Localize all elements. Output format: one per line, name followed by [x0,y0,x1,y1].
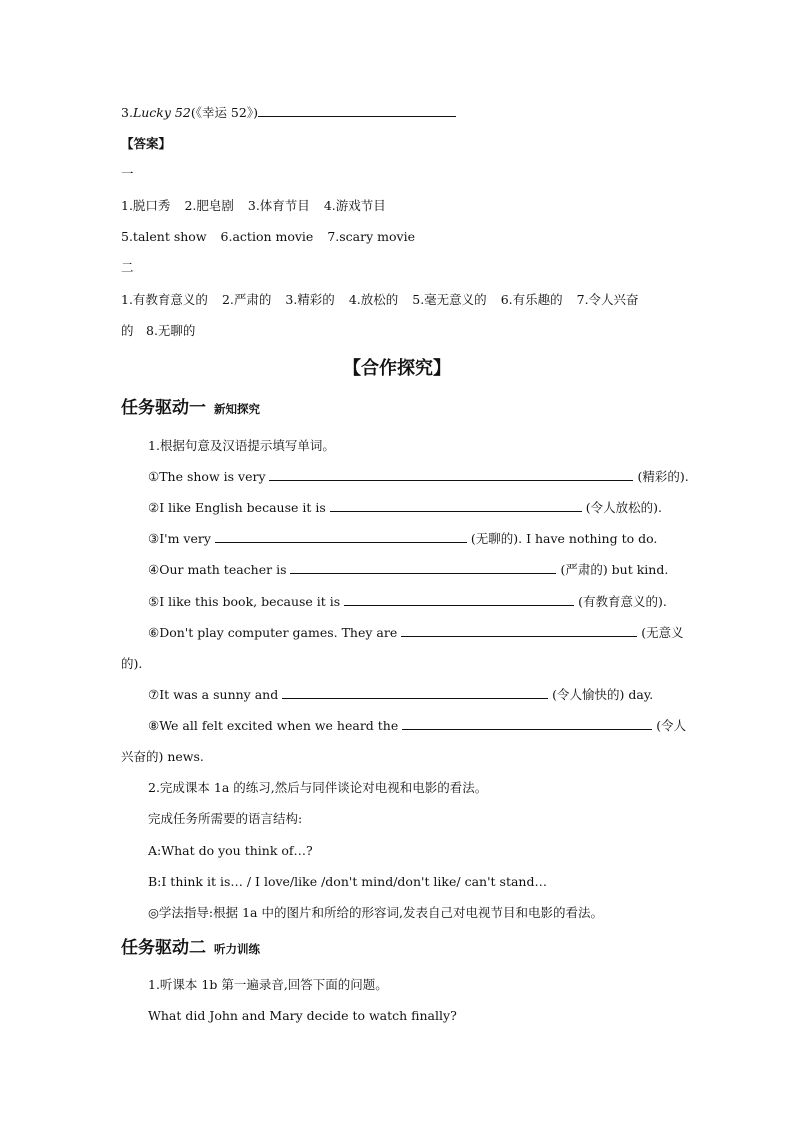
fill-item-8: ⑧We all felt excited when we heard the (令人 [148,718,687,733]
blank-input[interactable] [269,469,633,481]
lucky-52-line [121,105,456,121]
part2-item: 3.精彩的 [285,292,335,307]
fill-item-6: ⑥Don't play computer games. They are (无意义 [148,625,684,640]
part1-line1 [121,198,400,214]
study-guide: ◎学法指导:根据 1a 中的图片和所给的形容词,发表自己对电视节目和电影的看法。 [148,905,603,920]
part2-line2: 的 8.无聊的 [121,323,196,338]
blank-input[interactable] [290,562,556,574]
part1-item: 1.脱口秀 [121,198,171,213]
task1-q2-intro: 2.完成课本 1a 的练习,然后与同伴谈论对电视和电影的看法。 [148,780,488,795]
lucky-rest: (《幸运 52》) [190,105,258,120]
fill-item-1: ①The show is very (精彩的). [148,469,689,484]
lucky-blank[interactable] [258,105,456,117]
section-title: 【合作探究】 [343,358,451,379]
part1-item: 5.talent show [121,229,207,244]
task1-sub: 新知探究 [214,402,260,416]
part1-item: 7.scary movie [327,229,415,244]
task2-title: 任务驱动二 [121,938,206,958]
part2-item: 6.有乐趣的 [500,292,563,307]
part1-line2 [121,229,429,245]
lucky-title: Lucky 52 [132,105,191,120]
part2-item: 4.放松的 [348,292,399,307]
blank-input[interactable] [282,687,548,699]
part2-item: 2.严肃的 [221,292,272,307]
fill-item-7: ⑦It was a sunny and (令人愉快的) day. [148,687,654,702]
fill-item-4: ④Our math teacher is (严肃的) but kind. [148,562,669,577]
blank-input[interactable] [215,531,467,543]
part2-line1 [121,292,639,308]
part1-mark: 一 [121,166,134,181]
task2-q1-intro: 1.听课本 1b 第一遍录音,回答下面的问题。 [148,977,388,992]
task1-q1-intro: 1.根据句意及汉语提示填写单词。 [148,438,335,453]
part2-item: 1.有教育意义的 [121,292,208,307]
part2-item: 7.令人兴奋 [576,292,639,307]
task1-heading [121,400,260,417]
task1-title: 任务驱动一 [121,398,206,418]
blank-input[interactable] [401,625,637,637]
fill-item-3: ③I'm very (无聊的). I have nothing to do. [148,531,658,546]
part2-item: 5.毫无意义的 [412,292,487,307]
part1-item: 2.肥皂剧 [184,198,234,213]
fill-item-8-wrap: 兴奋的) news. [121,749,204,764]
blank-input[interactable] [330,500,582,512]
blank-input[interactable] [344,594,574,606]
task2-heading [121,940,260,957]
fill-item-2: ②I like English because it is (令人放松的). [148,500,662,515]
fill-item-5: ⑤I like this book, because it is (有教育意义的). [148,594,667,609]
part1-item: 6.action movie [220,229,314,244]
answer-header: 【答案】 [121,136,172,151]
blank-input[interactable] [402,718,652,730]
structure-a: A:What do you think of…? [148,843,313,858]
structure-b: B:I think it is… / I love/like /don't mind/don't like/ can't stand… [148,874,547,889]
part1-item: 3.体育节目 [247,198,310,213]
task2-sub: 听力训练 [214,942,260,956]
structure-label: 完成任务所需要的语言结构: [148,811,303,826]
fill-item-6-wrap: 的). [121,656,143,671]
task2-question: What did John and Mary decide to watch finally? [148,1008,457,1023]
lucky-num: 3. [121,105,133,120]
part2-mark: 二 [121,260,134,275]
part1-item: 4.游戏节目 [323,198,386,213]
